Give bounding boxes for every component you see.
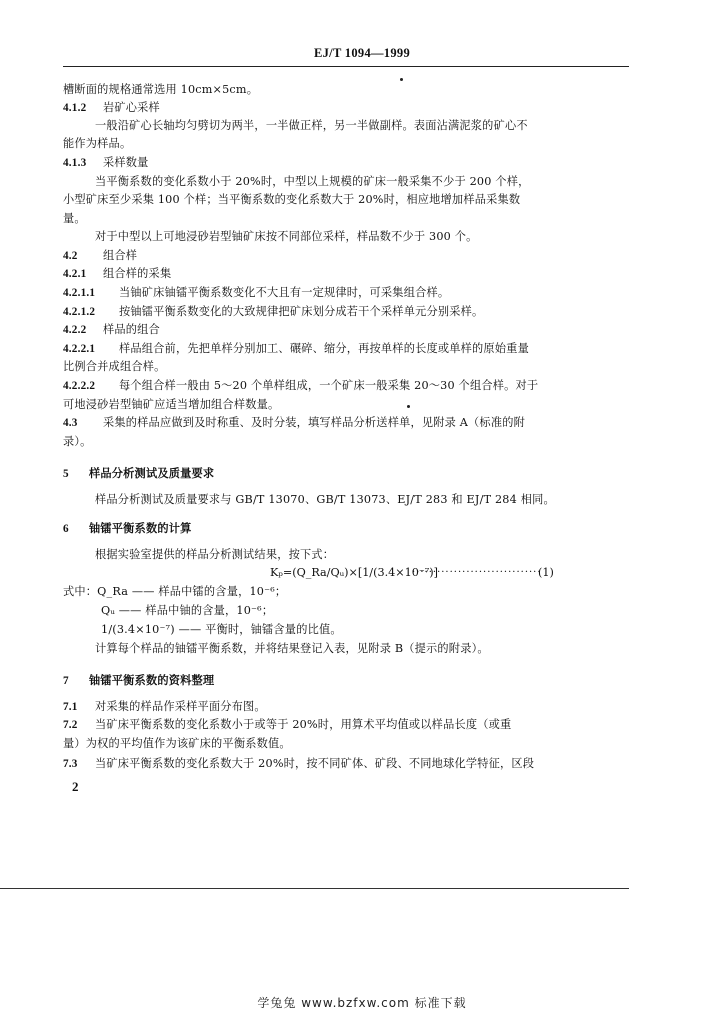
section-heading-4-2 [63,249,137,263]
symbol-definition: 1/(3.4×10⁻⁷) —— 平衡时，铀镭含量的比值。 [101,623,342,636]
clause-4-2-2-1 [63,342,529,356]
section-heading-4-1-3 [63,156,149,170]
clause-7-1 [63,700,266,714]
paragraph-line: 小型矿床至少采集 100 个样；当平衡系数的变化系数大于 20%时，相应地增加样品采集数 [63,193,521,206]
clause-4-2-1-1 [63,286,449,300]
chapter-heading-5 [63,466,214,481]
section-number: 4.1.2 [63,102,87,114]
section-heading-4-2-2 [63,323,160,337]
chapter-title: 样品分析测试及质量要求 [89,466,215,480]
section-number: 7.2 [63,719,78,731]
standard-code-header: EJ/T 1094—1999 [314,46,410,60]
section-number: 4.2.2.2 [63,380,96,392]
section-number: 7.1 [63,701,78,713]
clause-text: 采集的样品应做到及时称重、及时分装，填写样品分析送样单，见附录 A（标准的附 [103,416,525,429]
chapter-number: 7 [63,675,69,687]
clause-text: 按铀镭平衡系数变化的大致规律把矿床划分成若干个采样单元分别采样。 [119,305,484,318]
paragraph-line: 录）。 [63,435,92,448]
watermark-footer: 学兔兔 www.bzfxw.com 标准下载 [257,996,467,1010]
paragraph-line: 比例合并成组合样。 [63,360,166,373]
section-number: 4.2 [63,250,78,262]
section-title: 样品的组合 [103,323,160,336]
page-number: 2 [72,779,79,794]
scan-speck [400,78,403,81]
clause-text: 每个组合样一般由 5～20 个单样组成，一个矿床一般采集 20～30 个组合样。对于 [119,379,539,392]
paragraph-line: 可地浸砂岩型铀矿应适当增加组合样数量。 [63,398,280,411]
section-number: 4.2.1 [63,268,87,280]
clause-7-3 [63,757,534,771]
chapter-heading-6 [63,521,192,536]
chapter-heading-7 [63,673,214,688]
symbol-definition: Qᵤ —— 样品中铀的含量，10⁻⁶； [101,604,274,617]
section-title: 组合样 [103,249,138,262]
paragraph-line: 根据实验室提供的样品分析测试结果，按下式： [95,548,335,561]
clause-4-3 [63,416,525,430]
chapter-title: 铀镭平衡系数的计算 [89,521,192,535]
section-number: 4.1.3 [63,157,87,169]
paragraph-line: 样品分析测试及质量要求与 GB/T 13070、GB/T 13073、EJ/T 283 和 EJ/T 284 相同。 [95,493,555,506]
chapter-number: 5 [63,468,69,480]
section-title: 组合样的采集 [103,267,172,280]
paragraph-line: 一般沿矿心长轴均匀劈切为两半，一半做正样，另一半做副样。表面沾满泥浆的矿心不 [95,119,528,132]
section-number: 4.2.1.1 [63,287,96,299]
paragraph-line: 能作为样品。 [63,137,132,150]
section-number: 4.2.1.2 [63,306,96,318]
section-heading-4-1-2 [63,101,160,115]
clause-4-2-1-2 [63,305,483,319]
section-heading-4-2-1 [63,267,171,281]
header-divider [63,66,629,67]
clause-text: 样品组合前，先把单样分别加工、碾碎、缩分，再按单样的长度或单样的原始重量 [119,342,529,355]
equation-number: (1) [538,566,554,579]
scan-speck [407,405,410,408]
section-number: 4.2.2 [63,324,87,336]
paragraph-line: 计算每个样品的铀镭平衡系数，并将结果登记入表，见附录 B（提示的附录）。 [95,642,489,655]
bottom-divider [0,888,629,889]
clause-4-2-2-2 [63,379,538,393]
paragraph-line: 当平衡系数的变化系数小于 20%时，中型以上规模的矿床一般采集不少于 200 个样， [95,175,530,188]
paragraph-line: 量。 [63,212,86,225]
formula-leader-dots: ······························· [412,567,542,578]
symbol-definition: 式中：Q_Ra —— 样品中镭的含量，10⁻⁶； [63,585,287,598]
formula-kp: Kₚ=(Q_Ra/Qᵤ)×[1/(3.4×10⁻⁷)] [270,566,438,579]
section-number: 4.2.2.1 [63,343,96,355]
clause-text: 对采集的样品作采样平面分布图。 [95,700,266,713]
clause-text: 当矿床平衡系数的变化系数大于 20%时，按不同矿体、矿段、不同地球化学特征，区段 [95,757,535,770]
section-title: 采样数量 [103,156,149,169]
clause-text: 当矿床平衡系数的变化系数小于或等于 20%时，用算术平均值或以样品长度（或重 [95,718,512,731]
section-number: 7.3 [63,758,78,770]
paragraph-line: 槽断面的规格通常选用 10cm×5cm。 [63,83,259,96]
clause-text: 当铀矿床铀镭平衡系数变化不大且有一定规律时，可采集组合样。 [119,286,450,299]
section-number: 4.3 [63,417,78,429]
paragraph-line: 对于中型以上可地浸砂岩型铀矿床按不同部位采样，样品数不少于 300 个。 [95,230,478,243]
chapter-title: 铀镭平衡系数的资料整理 [89,673,215,687]
paragraph-line: 量）为权的平均值作为该矿床的平衡系数值。 [63,737,291,750]
chapter-number: 6 [63,523,69,535]
clause-7-2 [63,718,511,732]
section-title: 岩矿心采样 [103,101,160,114]
